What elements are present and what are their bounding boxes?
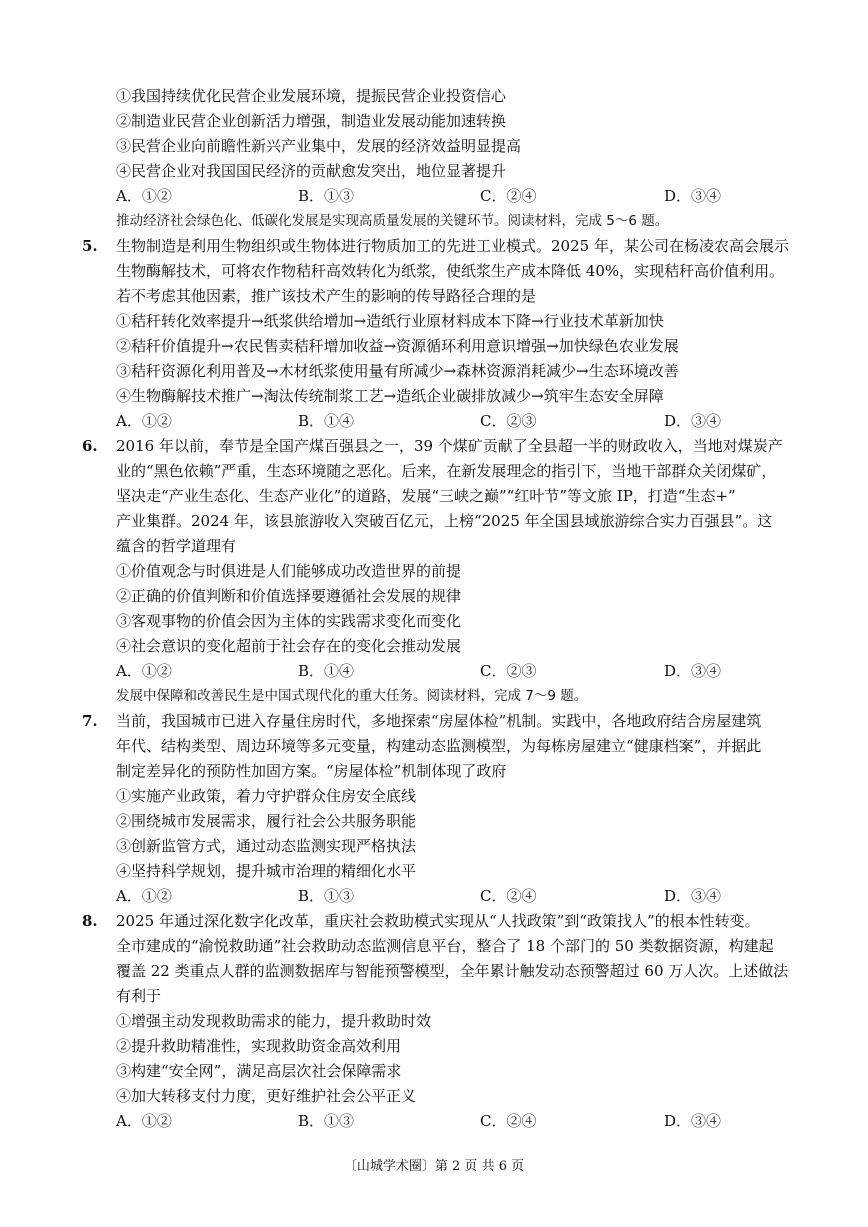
question-5-item-4: ④生物酶解技术推广→淘汰传统制浆工艺→造纸企业碳排放减少→筑牢生态安全屏障 bbox=[116, 387, 664, 405]
question-7-item-1: ①实施产业政策，着力守护群众住房安全底线 bbox=[116, 787, 417, 805]
question-5-item-2: ②秸秆价值提升→农民售卖秸秆增加收益→资源循环利用意识增强→加快绿色农业发展 bbox=[116, 337, 679, 355]
question-5-stem-1: 生物制造是利用生物组织或生物体进行物质加工的先进工业模式。2025 年，某公司在杨凌农高会展示 bbox=[116, 237, 789, 255]
question-6-stem-5: 蕴含的哲学道理有 bbox=[116, 537, 237, 555]
option-b[interactable]: B．①④ bbox=[298, 412, 355, 430]
question-7-stem-1: 当前，我国城市已进入存量住房时代，多地探索“房屋体检”机制。实践中，各地政府结合房屋建筑 bbox=[116, 712, 762, 730]
q4-item-2: ②制造业民营企业创新活力增强，制造业发展动能加速转换 bbox=[116, 112, 507, 130]
question-8-item-1: ①增强主动发现救助需求的能力，提升救助时效 bbox=[116, 1012, 432, 1030]
question-6-item-4: ④社会意识的变化超前于社会存在的变化会推动发展 bbox=[116, 637, 462, 655]
question-6-stem-3: 坚决走“产业生态化、生态产业化”的道路，发展“三峡之巅”“红叶节”等文旅 IP，打造“生态+” bbox=[116, 487, 736, 505]
option-b[interactable]: B．①③ bbox=[298, 187, 355, 205]
question-5-stem-2: 生物酶解技术，可将农作物秸秆高效转化为纸浆，使纸浆生产成本降低 40%，实现秸秆高价值利用。 bbox=[116, 262, 785, 280]
question-6-number: 6. bbox=[82, 437, 98, 455]
question-8-item-4: ④加大转移支付力度，更好维护社会公平正义 bbox=[116, 1087, 417, 1105]
question-6-stem-4: 产业集群。2024 年，该县旅游收入突破百亿元，上榜“2025 年全国县域旅游综合实力百强县”。这 bbox=[116, 512, 773, 530]
option-d[interactable]: D．③④ bbox=[664, 887, 722, 905]
question-6-options bbox=[116, 659, 756, 683]
option-c[interactable]: C．②④ bbox=[480, 1112, 537, 1130]
question-6-stem-2: 业的“黑色依赖”严重，生态环境随之恶化。后来，在新发展理念的指引下，当地干部群众关闭煤矿， bbox=[116, 462, 777, 480]
question-6-stem-1: 2016 年以前，奉节是全国产煤百强县之一，39 个煤矿贡献了全县超一半的财政收入，当地对煤炭产 bbox=[116, 437, 783, 455]
option-c[interactable]: C．②③ bbox=[480, 662, 537, 680]
option-c[interactable]: C．②③ bbox=[480, 412, 537, 430]
q4-options bbox=[116, 184, 756, 208]
question-7-options bbox=[116, 884, 756, 908]
question-7-item-2: ②围绕城市发展需求，履行社会公共服务职能 bbox=[116, 812, 417, 830]
option-c[interactable]: C．②④ bbox=[480, 887, 537, 905]
option-d[interactable]: D．③④ bbox=[664, 1112, 722, 1130]
question-7-item-3: ③创新监管方式，通过动态监测实现严格执法 bbox=[116, 837, 417, 855]
question-8-stem-1: 2025 年通过深化数字化改革，重庆社会救助模式实现从“人找政策”到“政策找人”的根本性转变。 bbox=[116, 912, 760, 930]
option-a[interactable]: A．①② bbox=[116, 187, 172, 205]
option-a[interactable]: A．①② bbox=[116, 662, 172, 680]
question-8-stem-4: 有利于 bbox=[116, 987, 162, 1005]
option-b[interactable]: B．①③ bbox=[298, 887, 355, 905]
question-7-stem-3: 制定差异化的预防性加固方案。“房屋体检”机制体现了政府 bbox=[116, 762, 507, 780]
question-8-options bbox=[116, 1109, 756, 1133]
option-a[interactable]: A．①② bbox=[116, 1112, 172, 1130]
option-b[interactable]: B．①③ bbox=[298, 1112, 355, 1130]
option-b[interactable]: B．①④ bbox=[298, 662, 355, 680]
question-8-stem-3: 覆盖 22 类重点人群的监测数据库与智能预警模型，全年累计触发动态预警超过 60 万人次。上述做法 bbox=[116, 962, 789, 980]
question-5-item-3: ③秸秆资源化利用普及→木材纸浆使用量有所减少→森林资源消耗减少→生态环境改善 bbox=[116, 362, 679, 380]
question-7-item-4: ④坚持科学规划，提升城市治理的精细化水平 bbox=[116, 862, 417, 880]
question-5-options bbox=[116, 409, 756, 433]
question-8-stem-2: 全市建成的“渝悦救助通”社会救助动态监测信息平台，整合了 18 个部门的 50 类数据资源，构建起 bbox=[116, 937, 774, 955]
page-footer: 〔山城学术圈〕第 2 页 共 6 页 bbox=[343, 1159, 525, 1174]
question-8-item-3: ③构建“安全网”，满足高层次社会保障需求 bbox=[116, 1062, 402, 1080]
option-c[interactable]: C．②④ bbox=[480, 187, 537, 205]
question-6-item-3: ③客观事物的价值会因为主体的实践需求变化而变化 bbox=[116, 612, 462, 630]
question-5-number: 5. bbox=[82, 237, 98, 255]
question-8-item-2: ②提升救助精准性，实现救助资金高效利用 bbox=[116, 1037, 402, 1055]
question-6-item-1: ①价值观念与时俱进是人们能够成功改造世界的前提 bbox=[116, 562, 462, 580]
q4-item-1: ①我国持续优化民营企业发展环境，提振民营企业投资信心 bbox=[116, 87, 507, 105]
option-d[interactable]: D．③④ bbox=[664, 412, 722, 430]
option-a[interactable]: A．①② bbox=[116, 887, 172, 905]
q4-item-3: ③民营企业向前瞻性新兴产业集中，发展的经济效益明显提高 bbox=[116, 137, 522, 155]
question-7-number: 7. bbox=[82, 712, 98, 730]
option-d[interactable]: D．③④ bbox=[664, 662, 722, 680]
question-8-number: 8. bbox=[82, 912, 98, 930]
question-5-stem-3: 若不考虑其他因素，推广该技术产生的影响的传导路径合理的是 bbox=[116, 287, 537, 305]
option-a[interactable]: A．①② bbox=[116, 412, 172, 430]
option-d[interactable]: D．③④ bbox=[664, 187, 722, 205]
section-note-5-6: 推动经济社会绿色化、低碳化发展是实现高质量发展的关键环节。阅读材料，完成 5～6 题。 bbox=[116, 213, 669, 229]
question-7-stem-2: 年代、结构类型、周边环境等多元变量，构建动态监测模型，为每栋房屋建立“健康档案”，并据此 bbox=[116, 737, 762, 755]
question-6-item-2: ②正确的价值判断和价值选择要遵循社会发展的规律 bbox=[116, 587, 462, 605]
q4-item-4: ④民营企业对我国国民经济的贡献愈发突出，地位显著提升 bbox=[116, 162, 507, 180]
question-5-item-1: ①秸秆转化效率提升→纸浆供给增加→造纸行业原材料成本下降→行业技术革新加快 bbox=[116, 312, 664, 330]
section-note-7-9: 发展中保障和改善民生是中国式现代化的重大任务。阅读材料，完成 7～9 题。 bbox=[116, 688, 588, 704]
